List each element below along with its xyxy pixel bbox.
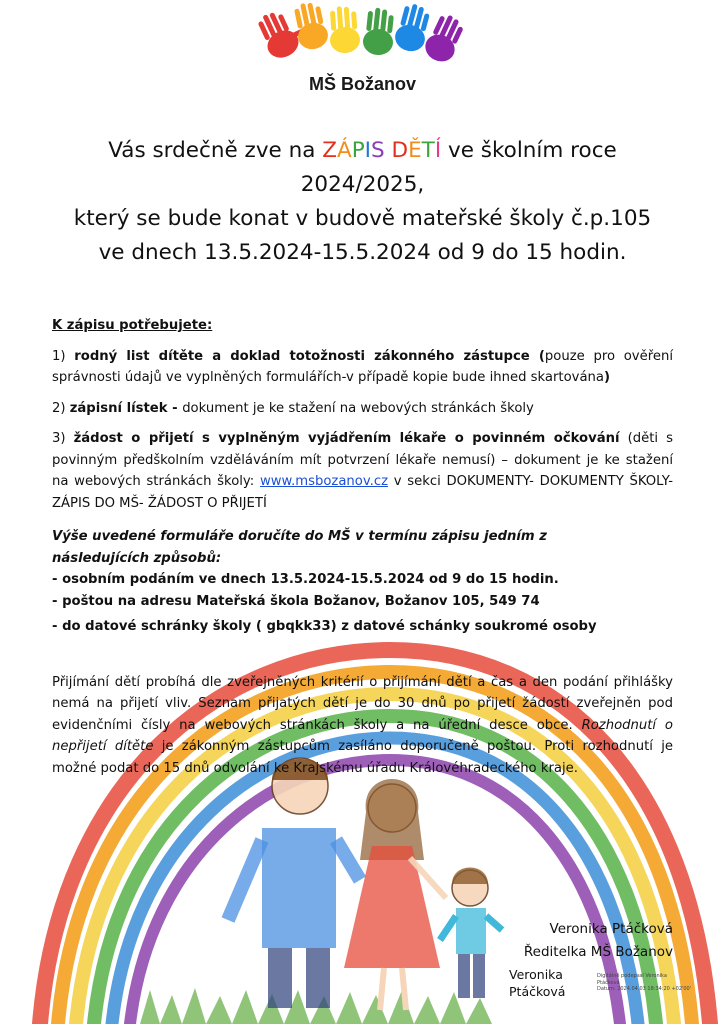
school-website-link[interactable]: www.msbozanov.cz xyxy=(259,474,389,489)
delivery-way: - osobním podáním ve dnech 13.5.2024-15.5.2024 od 9 do 15 hodin. xyxy=(52,572,559,587)
needs-item-1: 1) rodný list dítěte a doklad totožnosti zákonného zástupce (pouze pro ověření správnosti údajů ve vyplněných formulářích-v případě kopie bude ihned skartována) xyxy=(52,348,673,385)
delivery-way: - poštou na adresu Mateřská škola Božanov, Božanov 105, 549 74 xyxy=(52,593,540,609)
highlight-letter: T xyxy=(421,138,435,163)
highlight-letter: Í xyxy=(434,138,442,163)
headline-line-4: ve dnech 13.5.2024-15.5.2024 od 9 do 15 hodin. xyxy=(98,240,627,265)
admission-paragraph: Přijímání dětí probíhá dle zveřejněných kritérií o přijímání dětí a čas a den podání přihlášky nemá na přijetí vliv. Seznam přijatých dětí je do 30 dnů po přijetí žádostí zveřejněn pod evidenčními čísly na webových stránkách školy a na úřední desce obce. Rozhodnutí o nepřijetí dítěte je zákonným zástupcům zasíláno doporučeně poštou. Proti rozhodnutí je možné podat do 15 dnů odvolání ke Krajskému úřadu Královéhradeckého kraje. xyxy=(52,674,673,776)
needs-heading: K zápisu potřebujete: xyxy=(52,318,213,333)
digital-signature-name: Veronika Ptáčková xyxy=(509,967,566,999)
needs-item-2: 2) zápisní lístek - dokument je ke stažení na webových stránkách školy xyxy=(52,400,534,416)
highlight-letter: P xyxy=(351,138,365,163)
highlight-zapis-deti xyxy=(322,138,441,163)
logo-name: MŠ Božanov xyxy=(308,74,416,94)
highlight-space xyxy=(385,138,392,163)
headline-prefix: Vás srdečně zve na xyxy=(108,138,323,163)
hands-logo xyxy=(254,0,468,66)
highlight-letter: Z xyxy=(322,138,337,163)
document-body xyxy=(52,315,673,779)
highlight-letter: Ě xyxy=(408,138,422,163)
signature-block xyxy=(524,918,673,964)
highlight-letter: Á xyxy=(336,138,352,163)
highlight-letter: I xyxy=(364,138,372,163)
headline-line-1 xyxy=(20,134,705,168)
headline-suffix: ve školním roce xyxy=(441,138,617,163)
delivery-intro: Výše uvedené formuláře doručíte do MŠ v termínu zápisu jedním z následujících způsobů: xyxy=(52,529,547,566)
signature-role: Ředitelka MŠ Božanov xyxy=(523,944,673,960)
highlight-letter: D xyxy=(391,138,409,163)
headline xyxy=(20,134,705,270)
headline-line-3: který se bude konat v budově mateřské školy č.p.105 xyxy=(73,206,652,231)
headline-line-2: 2024/2025, xyxy=(300,172,425,197)
needs-item-3: 3) žádost o přijetí s vyplněným vyjádřením lékaře o povinném očkování (děti s povinným předškolním vzděláváním mít potvrzení lékaře nemusí) – dokument je ke stažení na webových stránkách školy: www.msbozanov.cz v sekci DOKUMENTY- DOKUMENTY ŠKOLY- ZÁPIS DO MŠ- ŽÁDOST O PŘIJETÍ xyxy=(52,431,673,511)
delivery-way: - do datové schránky školy ( gbqkk33) z datové schánky soukromé osoby xyxy=(52,619,597,634)
highlight-letter: S xyxy=(371,138,385,163)
hand-print-yellow xyxy=(328,5,361,54)
digital-signature-note: Digitálně podepsal Veronika Ptáčková Datum: 2024.04.03 18:34:20 +02'00' xyxy=(597,973,692,992)
hand-print-green xyxy=(362,7,397,57)
signature-name: Veronika Ptáčková xyxy=(549,921,673,937)
